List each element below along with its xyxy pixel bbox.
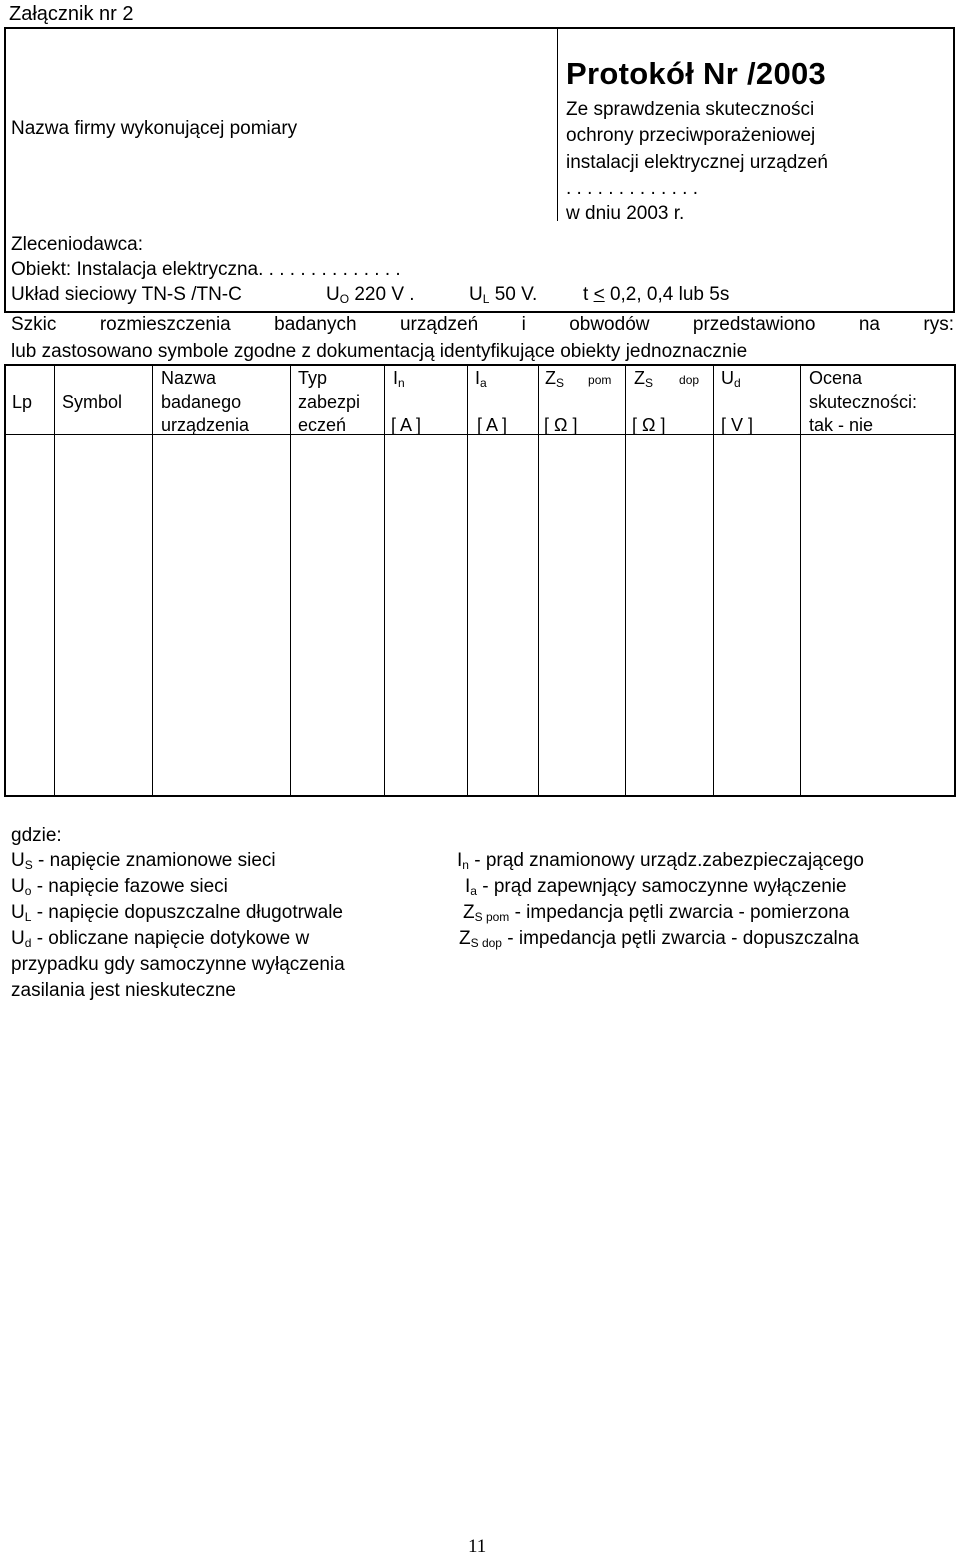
col-zs-pom: $Z_S$ pom — [545, 368, 612, 390]
col-lp: Lp — [12, 392, 33, 412]
object-label: Obiekt: Instalacja elektryczna — [11, 259, 259, 280]
ul-value: $U_L$ 50 V. — [469, 284, 538, 306]
header-divider — [557, 28, 558, 221]
col-name-2: badanego — [161, 392, 242, 412]
legend-title: gdzie: — [11, 825, 62, 846]
col-type-2: zabezpi — [298, 392, 361, 412]
date-line: w dniu 2003 r. — [566, 203, 685, 224]
protocol-title: Protokół Nr /2003 — [566, 56, 827, 91]
table-top-border — [4, 364, 956, 366]
uo-value: $U_O$ 220 V . — [326, 284, 415, 306]
attachment-label: Załącznik nr 2 — [9, 3, 134, 25]
table-bottom-border — [4, 795, 956, 797]
t-condition: t < 0,2, 0,4 lub 5s — [583, 284, 730, 305]
subtitle-line-2: ochrony przeciwporażeniowej — [566, 125, 816, 146]
legend-left-3: $U_L$ - napięcie dopuszczalne długotrwale — [11, 902, 344, 924]
col-ia-unit: [ A ] — [477, 415, 508, 435]
page-number: 11 — [468, 1536, 487, 1557]
legend-right-4: $Z_{S dop}$ - impedancja pętli zwarcia - dopuszczalna — [459, 928, 859, 950]
col-ocena-3: tak - nie — [809, 415, 874, 435]
company-label: Nazwa firmy wykonującej pomiary — [11, 118, 298, 139]
col-name-3: urządzenia — [161, 415, 250, 435]
col-type-3: eczeń — [298, 415, 347, 435]
col-name-1: Nazwa — [161, 368, 217, 388]
subtitle-line-1: Ze sprawdzenia skuteczności — [566, 99, 815, 120]
subtitle-dots: . . . . . . . . . . . . . — [566, 178, 698, 199]
col-type-1: Typ — [298, 368, 328, 388]
col-symbol: Symbol — [62, 392, 123, 412]
sketch-line-2: lub zastosowano symbole zgodne z dokumentacją identyfikujące obiekty jednoznacznie — [11, 341, 748, 362]
legend-left-1: $U_S$ - napięcie znamionowe sieci — [11, 850, 276, 872]
legend-left-cont-1: przypadku gdy samoczynne wyłączenia — [11, 954, 345, 975]
col-ocena-1: Ocena — [809, 368, 863, 388]
col-ud-unit: [ V ] — [721, 415, 754, 435]
legend-left-4: $U_d$ - obliczane napięcie dotykowe w — [11, 928, 310, 950]
object-line — [11, 259, 401, 281]
legend-right-3: $Z_{S pom}$ - impedancja pętli zwarcia - pomierzona — [463, 902, 850, 924]
table-right-border — [954, 364, 956, 797]
col-ia: $I_a$ — [475, 368, 487, 390]
legend-left-2: $U_o$ - napięcie fazowe sieci — [11, 876, 228, 898]
col-ud: $U_d$ — [721, 368, 741, 390]
subtitle-line-3: instalacji elektrycznej urządzeń — [566, 152, 828, 173]
system-label: Układ sieciowy TN-S /TN-C — [11, 284, 242, 305]
legend-left-cont-2: zasilania jest nieskuteczne — [11, 980, 236, 1001]
legend-right-1: $I_n$ - prąd znamionowy urządz.zabezpieczającego — [457, 850, 864, 872]
col-zs-pom-unit: [ Ω ] — [544, 415, 578, 435]
client-label: Zleceniodawca: — [11, 234, 144, 255]
col-ocena-2: skuteczności: — [809, 392, 918, 412]
col-in-unit: [ A ] — [391, 415, 422, 435]
col-zs-dop-unit: [ Ω ] — [632, 415, 666, 435]
sketch-line-1: Szkic rozmieszczenia badanych urządzeń i obwodów przedstawiono na rys: — [11, 314, 954, 335]
table-left-border — [4, 364, 6, 797]
col-zs-dop: $Z_S$ dop — [634, 368, 700, 390]
col-in: $I_n$ — [393, 368, 405, 390]
legend-right-2: $I_a$ - prąd zapewnjący samoczynne wyłączenie — [465, 876, 847, 898]
object-dots: . . . . . . . . . . . . . . — [258, 259, 401, 280]
